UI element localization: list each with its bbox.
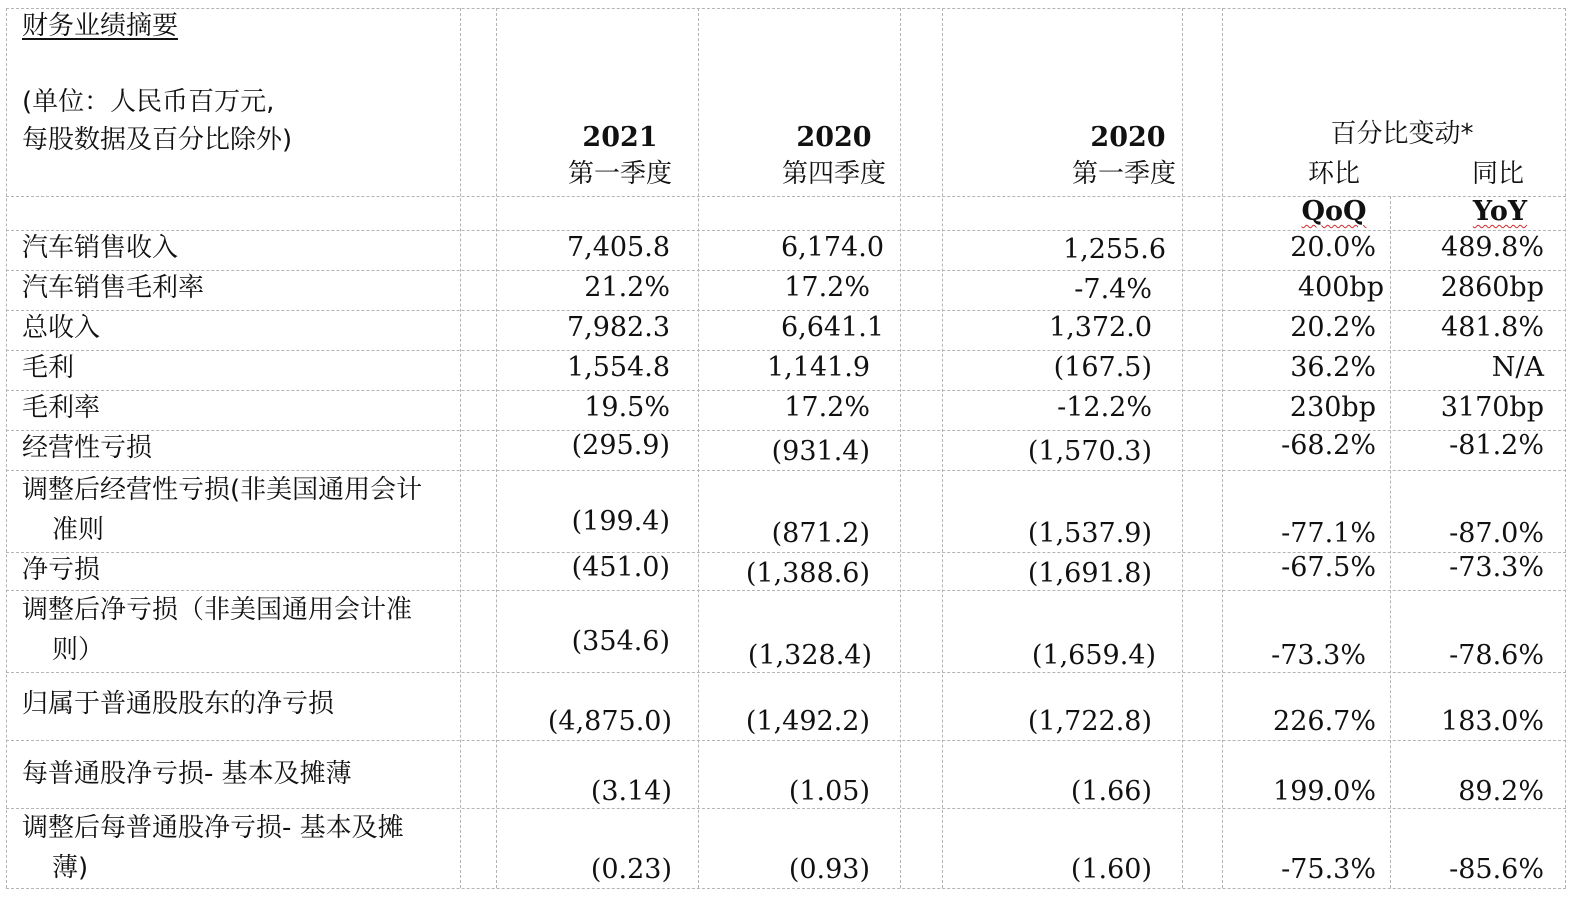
value-cell: 1,554.8 xyxy=(566,352,670,383)
value-cell: (1,492.2) xyxy=(745,706,870,737)
pct-change-header: 百分比变动* xyxy=(1330,119,1474,149)
grid-hline xyxy=(6,808,1566,809)
value-cell: 6,641.1 xyxy=(780,312,884,343)
row-label: 调整后每普通股净亏损- 基本及摊 xyxy=(22,813,404,843)
value-cell: (1.05) xyxy=(788,776,870,807)
value-cell: (1,659.4) xyxy=(1031,640,1156,671)
qoq-en-text: QoQ xyxy=(1301,196,1367,227)
value-cell: 199.0% xyxy=(1273,776,1376,807)
value-cell: (295.9) xyxy=(571,430,670,461)
value-cell: (1,388.6) xyxy=(745,558,870,589)
row-label-continued: 则） xyxy=(52,635,105,665)
value-cell: (1,537.9) xyxy=(1027,518,1152,549)
grid-vline xyxy=(496,8,497,888)
value-cell: (1,722.8) xyxy=(1027,706,1152,737)
row-label-continued: 薄) xyxy=(52,853,89,883)
value-cell: 1,255.6 xyxy=(1062,234,1166,265)
value-cell: (1,570.3) xyxy=(1027,436,1152,467)
grid-hline xyxy=(6,672,1566,673)
grid-hline xyxy=(6,350,1566,351)
row-label: 净亏损 xyxy=(22,555,101,585)
grid-hline xyxy=(6,270,1566,271)
value-cell: 183.0% xyxy=(1441,706,1544,737)
value-cell: 36.2% xyxy=(1290,352,1376,383)
col-2021q1-year: 2021 xyxy=(582,122,658,153)
value-cell: 17.2% xyxy=(784,392,870,423)
value-cell: (1,691.8) xyxy=(1027,558,1152,589)
col-2020q4-year: 2020 xyxy=(796,122,872,153)
row-label: 调整后经营性亏损(非美国通用会计 xyxy=(22,475,423,505)
row-label: 汽车销售毛利率 xyxy=(22,273,205,303)
row-label: 每普通股净亏损- 基本及摊薄 xyxy=(22,759,352,789)
value-cell: -7.4% xyxy=(1074,274,1152,305)
value-cell: 1,372.0 xyxy=(1048,312,1152,343)
col-2021q1-period: 第一季度 xyxy=(567,159,672,189)
value-cell: 230bp xyxy=(1289,392,1376,423)
value-cell: -85.6% xyxy=(1449,854,1544,885)
value-cell: (1,328.4) xyxy=(747,640,872,671)
value-cell: 481.8% xyxy=(1441,312,1544,343)
value-cell: -73.3% xyxy=(1271,640,1366,671)
grid-hline xyxy=(6,470,1566,471)
value-cell: 2860bp xyxy=(1440,272,1544,303)
col-2020q1-year: 2020 xyxy=(1090,122,1166,153)
value-cell: -75.3% xyxy=(1281,854,1376,885)
value-cell: (931.4) xyxy=(771,436,870,467)
grid-hline xyxy=(6,390,1566,391)
row-label: 调整后净亏损（非美国通用会计准 xyxy=(22,595,413,625)
value-cell: -68.2% xyxy=(1281,430,1376,461)
value-cell: (3.14) xyxy=(590,776,672,807)
value-cell: 3170bp xyxy=(1440,392,1544,423)
value-cell: (1.66) xyxy=(1070,776,1152,807)
table-title: 财务业绩摘要 xyxy=(22,11,179,41)
yoy-en-label xyxy=(1440,196,1560,228)
value-cell: 6,174.0 xyxy=(780,232,884,263)
value-cell: -77.1% xyxy=(1281,518,1376,549)
value-cell: 489.8% xyxy=(1441,232,1544,263)
grid-hline xyxy=(6,888,1566,889)
value-cell: (871.2) xyxy=(771,518,870,549)
row-label: 总收入 xyxy=(22,313,101,343)
value-cell: (1.60) xyxy=(1070,854,1152,885)
value-cell: 400bp xyxy=(1297,272,1384,303)
value-cell: -73.3% xyxy=(1449,552,1544,583)
value-cell: (4,875.0) xyxy=(547,706,672,737)
value-cell: 20.2% xyxy=(1290,312,1376,343)
value-cell: N/A xyxy=(1491,352,1544,383)
grid-vline xyxy=(942,8,943,888)
value-cell: 1,141.9 xyxy=(766,352,870,383)
value-cell: -12.2% xyxy=(1057,392,1152,423)
row-label-continued: 准则 xyxy=(52,515,105,545)
value-cell: 20.0% xyxy=(1290,232,1376,263)
value-cell: (0.23) xyxy=(590,854,672,885)
value-cell: -81.2% xyxy=(1449,430,1544,461)
value-cell: 226.7% xyxy=(1273,706,1376,737)
unit-note-line-2: 每股数据及百分比除外) xyxy=(22,125,293,155)
grid-hline xyxy=(6,310,1566,311)
row-label: 毛利 xyxy=(22,353,75,383)
value-cell: (199.4) xyxy=(571,506,670,537)
grid-vline xyxy=(460,8,461,888)
grid-vline xyxy=(1390,196,1391,888)
row-label: 经营性亏损 xyxy=(22,433,153,463)
value-cell: (167.5) xyxy=(1053,352,1152,383)
value-cell: -78.6% xyxy=(1449,640,1544,671)
value-cell: 19.5% xyxy=(584,392,670,423)
value-cell: 7,982.3 xyxy=(566,312,670,343)
col-2020q1-period: 第一季度 xyxy=(1071,159,1176,189)
col-2020q4-period: 第四季度 xyxy=(781,159,886,189)
value-cell: (354.6) xyxy=(571,626,670,657)
value-cell: -87.0% xyxy=(1449,518,1544,549)
row-label: 归属于普通股股东的净亏损 xyxy=(22,689,335,719)
unit-note-line-1: (单位：人民币百万元, xyxy=(22,87,275,117)
value-cell: 89.2% xyxy=(1458,776,1544,807)
value-cell: (451.0) xyxy=(571,552,670,583)
grid-vline xyxy=(1565,8,1566,888)
value-cell: 7,405.8 xyxy=(566,232,670,263)
yoy-en-text: YoY xyxy=(1472,196,1528,227)
grid-hline xyxy=(6,740,1566,741)
grid-hline xyxy=(6,8,1566,9)
value-cell: -67.5% xyxy=(1281,552,1376,583)
value-cell: (0.93) xyxy=(788,854,870,885)
value-cell: 21.2% xyxy=(584,272,670,303)
grid-hline xyxy=(6,590,1566,591)
qoq-en-label xyxy=(1274,196,1394,228)
row-label: 毛利率 xyxy=(22,393,101,423)
grid-vline xyxy=(6,8,7,888)
yoy-zh-label: 同比 xyxy=(1471,159,1524,189)
value-cell: 17.2% xyxy=(784,272,870,303)
qoq-zh-label: 环比 xyxy=(1307,159,1360,189)
grid-hline xyxy=(6,230,1566,231)
row-label: 汽车销售收入 xyxy=(22,233,179,263)
